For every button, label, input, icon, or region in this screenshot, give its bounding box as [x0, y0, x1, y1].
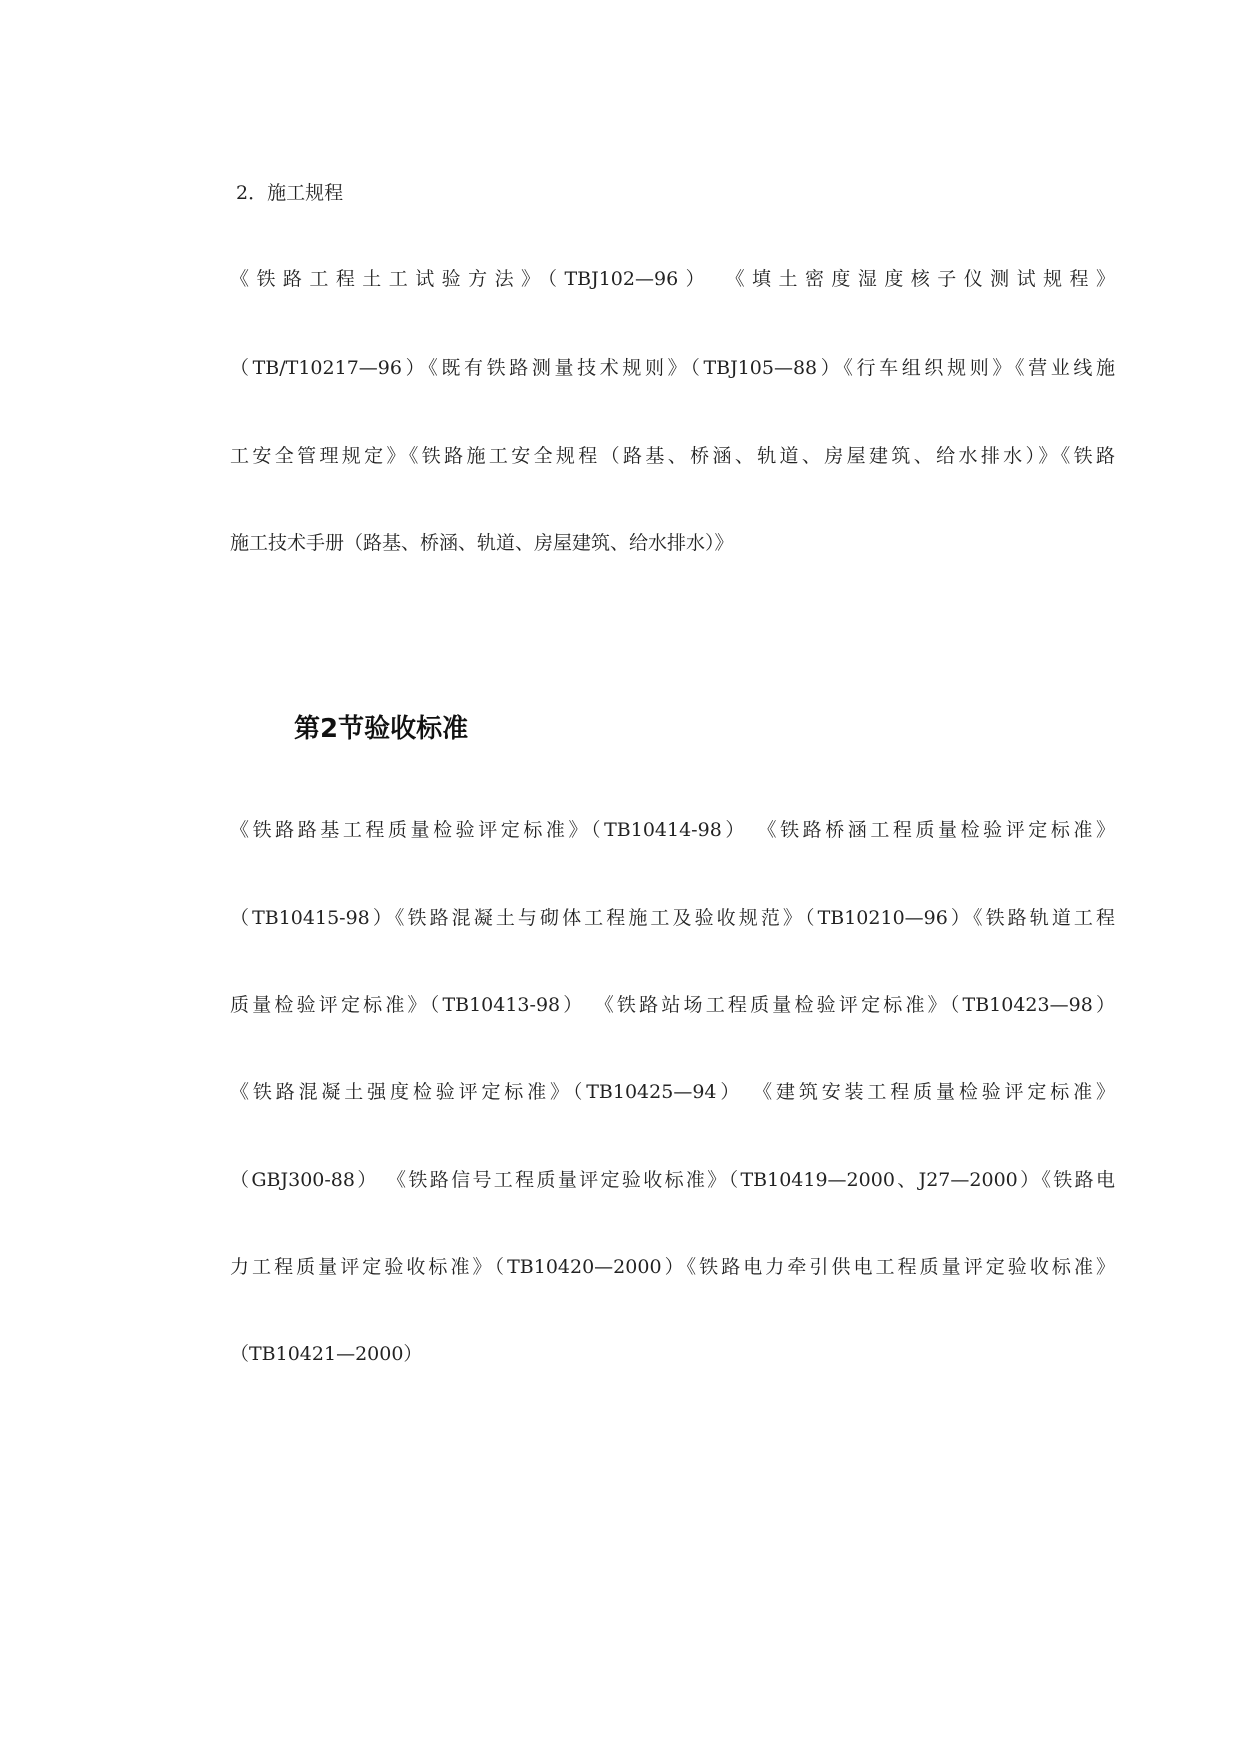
paragraph-line: （TB10421—2000） — [230, 1343, 423, 1365]
paragraph-line: 《铁路混凝土强度检验评定标准》（TB10425—94） 《建筑安装工程质量检验评定标准》 — [230, 1081, 1115, 1103]
paragraph-line: 《铁路路基工程质量检验评定标准》（TB10414-98） 《铁路桥涵工程质量检验评定标准》 — [230, 819, 1115, 841]
paragraph-line: 质量检验评定标准》（TB10413-98） 《铁路站场工程质量检验评定标准》（TB10423—98） — [230, 994, 1115, 1016]
paragraph-line: 工安全管理规定》《铁路施工安全规程（路基、桥涵、轨道、房屋建筑、给水排水）》《铁路 — [230, 445, 1115, 467]
paragraph-line: 力工程质量评定验收标准》（TB10420—2000）《铁路电力牵引供电工程质量评定验收标准》 — [230, 1256, 1115, 1278]
paragraph-line: （TB10415-98）《铁路混凝土与砌体工程施工及验收规范》（TB10210—96）《铁路轨道工程 — [230, 907, 1115, 929]
section-title: 2．施工规程 — [236, 182, 344, 204]
paragraph-line: 施工技术手册（路基、桥涵、轨道、房屋建筑、给水排水）》 — [230, 532, 734, 554]
paragraph-line: 《铁路工程土工试验方法》（TBJ102—96） 《填土密度湿度核子仪测试规程》 — [230, 268, 1115, 290]
paragraph-line: （GBJ300-88） 《铁路信号工程质量评定验收标准》（TB10419—2000、J27—2000）《铁路电 — [230, 1169, 1115, 1191]
paragraph-line: （TB/T10217—96）《既有铁路测量技术规则》（TBJ105—88）《行车组织规则》《营业线施 — [230, 357, 1115, 379]
section-heading: 第2节验收标准 — [294, 714, 469, 744]
